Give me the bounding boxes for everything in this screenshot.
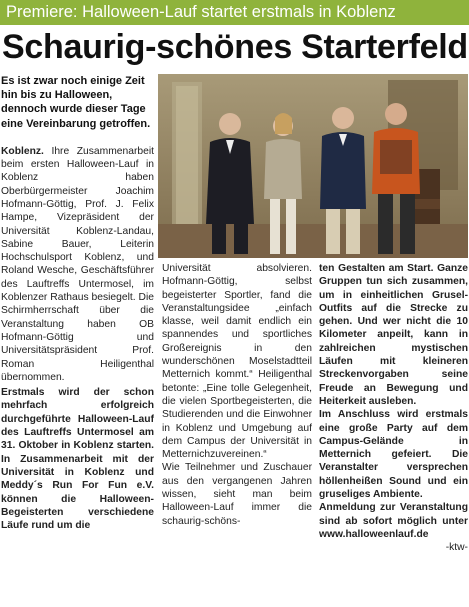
paragraph: Anmeldung zur Veranstaltung sind ab sofort möglich unter www.halloweenlauf.de	[319, 502, 468, 540]
article-headline: Schaurig-schönes Starterfeld	[2, 28, 468, 66]
article-column-1	[1, 74, 154, 605]
paragraph-text: Ihre Zusammenarbeit beim ersten Halloween-Lauf in Koblenz haben Oberbürgermeister Joachim Hofmann-Göttig, Prof. J. Felix Hampe, Vizepräsident der Universität Koblenz-Landau, Sabine Bauer, Leiterin Hochschulsport Koblenz, und Roland Wesche, Geschäftsführer des Lauftreffs Untermosel, im Koblenzer Rathaus besiegelt. Die Schirmherrschaft über die Veranstaltung haben OB Hofmann-Göttig und Universitätspräsident Prof. Roman Heiligenthal übernommen.	[1, 145, 154, 383]
article-column-2	[162, 262, 312, 605]
article-column-3	[319, 262, 468, 605]
article-photo	[158, 74, 468, 258]
paragraph: Wie Teilnehmer und Zuschauer aus den vergangenen Jahren wissen, sieht man beim Halloween-Lauf immer die schaurig-schöns-	[162, 462, 312, 527]
paragraph	[1, 145, 154, 384]
paragraph: Universität absolvieren. Hofmann-Göttig, selbst begeisterter Sportler, fand die Veranstaltungsidee „einfach klasse, weil damit endlich ein spannendes und sportliches Großereignis in den wunderschönen Moselstadtteil Metternich kommt.“ Heiligenthal betonte: „Eine tolle Gelegenheit, die vielen Sportbegeisterten, die Studierenden und die Einwohner in Koblenz und Umgebung auf dem Campus der Universität in Metternichzuvereinen.“	[162, 263, 312, 461]
article-kicker: Premiere: Halloween-Lauf startet erstmals in Koblenz	[0, 0, 469, 25]
paragraph: ten Gestalten am Start. Ganze Gruppen tun sich zusammen, um in einheitlichen Grusel-Outfits auf die Strecke zu gehen. Und wer nicht die 10 Kilometer anpeilt, kann in zahlreichen mystischen Läufen mit kleineren Streckenvorgaben seine Freude an Bewegung und Heiterkeit ausleben.	[319, 263, 468, 407]
author-credit: -ktw-	[445, 542, 468, 554]
dateline: Koblenz.	[1, 145, 44, 157]
paragraph: Im Anschluss wird erstmals eine große Party auf dem Campus-Gelände in Metternich gefeiert. Die Veranstalter versprechen höllenheißen Sound und ein gruseliges Ambiente.	[319, 409, 468, 501]
article-intro: Es ist zwar noch einige Zeit hin bis zu Halloween, dennoch wurde dieser Tage eine Vereinbarung getroffen.	[1, 75, 151, 130]
paragraph: Erstmals wird der schon mehrfach erfolgreich durchgeführte Halloween-Lauf des Lauftreffs Untermosel am 31. Oktober in Koblenz starten. In Zusammenarbeit mit der Universität in Koblenz und Meddy´s Run For Fun e.V. können die Halloween-Begeisterten verschiedene Läufe rund um die	[1, 387, 154, 532]
